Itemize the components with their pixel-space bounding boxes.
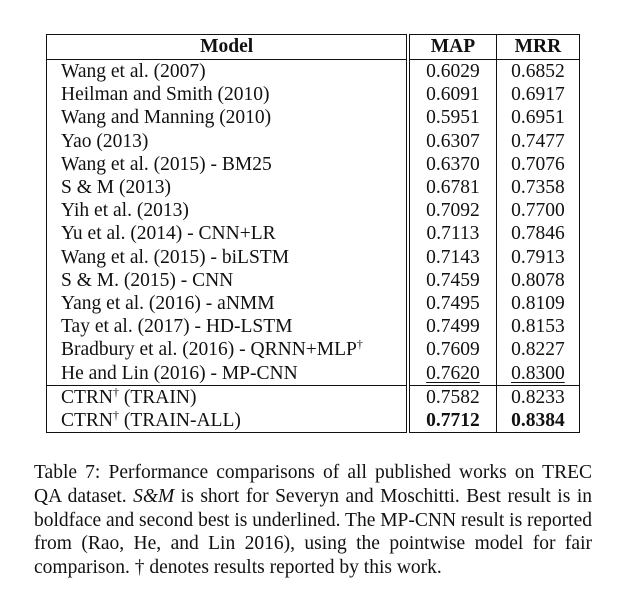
mrr-cell: 0.7358 [496, 176, 579, 199]
map-cell: 0.6370 [408, 153, 496, 176]
map-cell: 0.7495 [408, 292, 496, 315]
table-row-ours [47, 385, 580, 409]
map-cell [408, 362, 496, 386]
model-cell: Tay et al. (2017) - HD-LSTM [47, 315, 409, 338]
model-prefix: CTRN [61, 386, 114, 408]
table-caption [34, 461, 592, 580]
table-row [47, 199, 580, 222]
caption-part2: is short for Severyn and Moschitti. Best result is in boldface and second best is underlined. The MP-CNN result is reported from (Rao, He, and Lin 2016), using the pointwise model for fair comparison. † denotes results reported by this work. [34, 485, 592, 579]
model-cell: Yu et al. (2014) - CNN+LR [47, 222, 409, 245]
map-cell: 0.7609 [408, 338, 496, 361]
second-best-mrr: 0.8300 [511, 362, 565, 384]
model-cell: Yang et al. (2016) - aNMM [47, 292, 409, 315]
map-cell: 0.5951 [408, 106, 496, 129]
header-map: MAP [408, 35, 496, 60]
model-cell: Yao (2013) [47, 130, 409, 153]
model-cell: Wang et al. (2007) [47, 60, 409, 84]
table-row [47, 246, 580, 269]
mrr-cell [496, 362, 579, 386]
map-cell: 0.7459 [408, 269, 496, 292]
map-cell: 0.6307 [408, 130, 496, 153]
model-cell: S & M (2013) [47, 176, 409, 199]
table-row [47, 292, 580, 315]
mrr-cell: 0.8109 [496, 292, 579, 315]
model-cell: Yih et al. (2013) [47, 199, 409, 222]
mrr-cell: 0.7477 [496, 130, 579, 153]
model-cell: Heilman and Smith (2010) [47, 83, 409, 106]
model-suffix: (TRAIN-ALL) [119, 410, 241, 432]
mrr-cell: 0.6852 [496, 60, 579, 84]
map-cell: 0.7143 [408, 246, 496, 269]
table-row [47, 130, 580, 153]
map-cell: 0.7499 [408, 315, 496, 338]
model-suffix: (TRAIN) [119, 386, 197, 408]
model-cell: He and Lin (2016) - MP-CNN [47, 362, 409, 386]
mrr-cell: 0.7076 [496, 153, 579, 176]
table-row [47, 269, 580, 292]
table-header-row [47, 35, 580, 60]
best-map: 0.7712 [408, 409, 496, 433]
mrr-cell: 0.8233 [496, 385, 579, 409]
table-row [47, 362, 580, 386]
table-row [47, 315, 580, 338]
map-cell: 0.6781 [408, 176, 496, 199]
model-cell: Wang et al. (2015) - biLSTM [47, 246, 409, 269]
results-table-container [46, 34, 580, 433]
table-row [47, 338, 580, 361]
mrr-cell: 0.6917 [496, 83, 579, 106]
model-prefix: CTRN [61, 410, 114, 432]
mrr-cell: 0.7700 [496, 199, 579, 222]
mrr-cell: 0.8078 [496, 269, 579, 292]
dagger-mark: † [113, 408, 120, 423]
mrr-cell: 0.6951 [496, 106, 579, 129]
best-mrr: 0.8384 [496, 409, 579, 433]
mrr-cell: 0.8227 [496, 338, 579, 361]
model-cell: S & M. (2015) - CNN [47, 269, 409, 292]
dagger-mark: † [113, 384, 120, 399]
model-cell: Wang and Manning (2010) [47, 106, 409, 129]
model-cell [47, 338, 409, 361]
table-row [47, 222, 580, 245]
mrr-cell: 0.8153 [496, 315, 579, 338]
map-cell: 0.6091 [408, 83, 496, 106]
model-name: Bradbury et al. (2016) - QRNN+MLP [61, 339, 357, 361]
header-mrr: MRR [496, 35, 579, 60]
mrr-cell: 0.7913 [496, 246, 579, 269]
second-best-map: 0.7620 [426, 362, 480, 384]
caption-sm: S&M [133, 485, 175, 507]
map-cell: 0.7582 [408, 385, 496, 409]
table-row-ours [47, 409, 580, 433]
map-cell: 0.7113 [408, 222, 496, 245]
table-row [47, 60, 580, 84]
dagger-mark: † [356, 337, 363, 352]
caption-part1: Table 7: Performance comparisons of all published works on TREC QA dataset. [34, 462, 592, 507]
table-row [47, 176, 580, 199]
model-cell [47, 385, 409, 409]
results-table [46, 34, 580, 433]
map-cell: 0.6029 [408, 60, 496, 84]
header-model: Model [47, 35, 409, 60]
model-cell [47, 409, 409, 433]
model-cell: Wang et al. (2015) - BM25 [47, 153, 409, 176]
map-cell: 0.7092 [408, 199, 496, 222]
table-row [47, 153, 580, 176]
mrr-cell: 0.7846 [496, 222, 579, 245]
table-row [47, 83, 580, 106]
table-row [47, 106, 580, 129]
